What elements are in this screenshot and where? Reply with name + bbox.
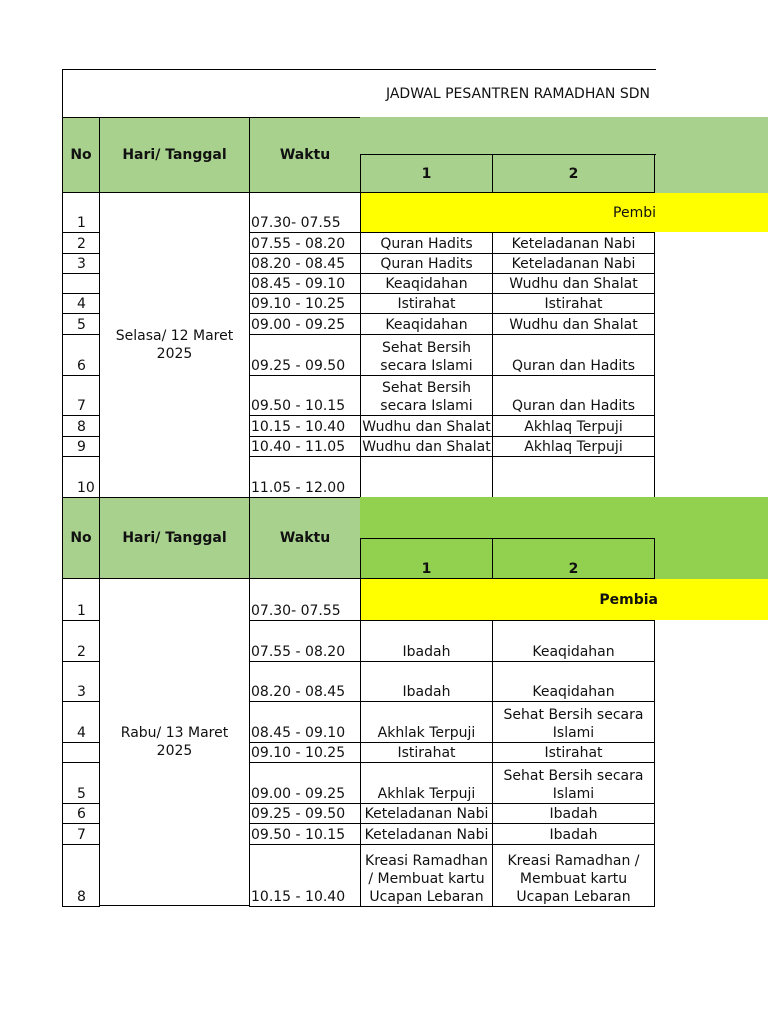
- row-no: [62, 192, 100, 233]
- row-no: [62, 375, 100, 416]
- row-col-2: [492, 253, 655, 274]
- row-no-text: 3: [77, 684, 86, 700]
- row-waktu-text: 08.20 - 08.45: [251, 256, 346, 272]
- row-col-1: [360, 375, 493, 416]
- row-col-2-text: Keaqidahan: [532, 684, 615, 700]
- row-col-2: [492, 232, 655, 254]
- row-no-text: 9: [77, 439, 86, 455]
- row-waktu-text: 10.15 - 10.40: [251, 889, 346, 905]
- row-waktu-text: 09.50 - 10.15: [251, 827, 346, 843]
- row-waktu: [249, 823, 361, 845]
- row-waktu: [249, 742, 361, 763]
- header2-no-label: No: [70, 530, 92, 546]
- row-col-2: [492, 762, 655, 804]
- row-waktu: [249, 620, 361, 662]
- row-col-2-text: Quran dan Hadits: [511, 358, 635, 374]
- row-col-2: [492, 620, 655, 662]
- row-waktu-text: 09.25 - 09.50: [251, 358, 346, 374]
- row-col-1-text: Keaqidahan: [385, 317, 468, 333]
- row-col-1: [360, 273, 493, 294]
- row-col-2-text: Keteladanan Nabi: [511, 256, 636, 272]
- row-col-2-text: Wudhu dan Shalat: [509, 276, 638, 292]
- row-waktu: [249, 762, 361, 804]
- row-col-1-text: Kreasi Ramadhan / Membuat kartu Ucapan Lebaran: [365, 853, 488, 905]
- row-waktu: [249, 253, 361, 274]
- row-waktu: [249, 192, 361, 233]
- schedule-title: JADWAL PESANTREN RAMADHAN SDN: [385, 85, 650, 102]
- header2-col-1-label: 1: [421, 561, 432, 577]
- row-no-text: 3: [77, 256, 86, 272]
- row-col-1-text: Quran Hadits: [380, 256, 473, 272]
- row-no-text: 6: [77, 358, 86, 374]
- row-waktu-text: 08.20 - 08.45: [251, 684, 346, 700]
- title-cell: [62, 69, 656, 118]
- row-waktu-text: 07.30- 07.55: [251, 603, 341, 619]
- row-col-2: [492, 823, 655, 845]
- row-col-2: [492, 803, 655, 824]
- header2-hari-label: Hari/ Tanggal: [122, 530, 227, 546]
- row-col-2: [492, 273, 655, 294]
- row-no: [62, 456, 100, 498]
- row-no-text: 8: [77, 889, 86, 905]
- row-no-text: 5: [77, 317, 86, 333]
- row-no: [62, 823, 100, 845]
- row-no-text: 7: [77, 827, 86, 843]
- row-no: [62, 803, 100, 824]
- row-no: [62, 293, 100, 314]
- row-waktu: [249, 375, 361, 416]
- row-waktu-text: 09.00 - 09.25: [251, 786, 346, 802]
- row-col-2: [492, 661, 655, 702]
- row-col-1-text: Keaqidahan: [385, 276, 468, 292]
- row-col-2-text: Wudhu dan Shalat: [509, 317, 638, 333]
- row-col-2-text: Ibadah: [549, 806, 598, 822]
- row-waktu-text: 09.10 - 10.25: [251, 745, 346, 761]
- header-col-2-label: 2: [568, 165, 579, 182]
- row-col-1: [360, 232, 493, 254]
- banner-2-text: Pembia: [599, 591, 658, 608]
- row-col-1: [360, 661, 493, 702]
- row-col-2: [492, 375, 655, 416]
- banner-2: [360, 579, 768, 620]
- row-no: [62, 273, 100, 294]
- row-waktu: [249, 232, 361, 254]
- row-col-1-text: Istirahat: [397, 296, 456, 312]
- row-no: [62, 232, 100, 254]
- row-col-2-text: Akhlaq Terpuji: [524, 419, 623, 435]
- row-waktu-text: 08.45 - 09.10: [251, 276, 346, 292]
- header-no: [62, 117, 100, 193]
- row-col-1: [360, 762, 493, 804]
- row-no-text: 5: [77, 786, 86, 802]
- row-waktu: [249, 456, 361, 498]
- header-col-1-label: 1: [421, 165, 432, 182]
- banner-1-text: Pembi: [613, 204, 656, 221]
- row-col-2: [492, 415, 655, 437]
- row-col-1: [360, 313, 493, 335]
- row-waktu: [249, 844, 361, 907]
- row-col-2-text: Akhlaq Terpuji: [524, 439, 623, 455]
- banner-1: [360, 193, 768, 232]
- row-waktu-text: 09.25 - 09.50: [251, 806, 346, 822]
- row-col-2-text: Sehat Bersih secara Islami: [503, 707, 644, 741]
- row-col-1-text: Ibadah: [402, 644, 451, 660]
- row-waktu-text: 10.40 - 11.05: [251, 439, 346, 455]
- hari-label-2: Rabu/ 13 Maret 2025: [120, 725, 229, 759]
- row-col-2: [492, 334, 655, 376]
- row-no-text: 4: [77, 725, 86, 741]
- hari-cell-1: [99, 192, 250, 498]
- row-col-1-text: Keteladanan Nabi: [364, 827, 489, 843]
- header-no-label: No: [70, 147, 92, 163]
- row-waktu: [249, 313, 361, 335]
- row-waktu: [249, 436, 361, 457]
- row-col-1: [360, 293, 493, 314]
- row-col-2: [492, 844, 655, 907]
- row-waktu-text: 09.00 - 09.25: [251, 317, 346, 333]
- row-col-1-text: Akhlak Terpuji: [377, 725, 476, 741]
- row-waktu-text: 10.15 - 10.40: [251, 419, 346, 435]
- row-no: [62, 661, 100, 702]
- row-col-1: [360, 334, 493, 376]
- row-col-1-text: Keteladanan Nabi: [364, 806, 489, 822]
- row-col-2-text: Istirahat: [544, 745, 603, 761]
- row-col-2: [492, 313, 655, 335]
- row-col-1-text: Ibadah: [402, 684, 451, 700]
- row-col-2: [492, 436, 655, 457]
- row-col-1: [360, 803, 493, 824]
- row-col-2-text: Keteladanan Nabi: [511, 236, 636, 252]
- row-col-1: [360, 823, 493, 845]
- row-col-2: [492, 742, 655, 763]
- header2-col-2: [492, 538, 655, 579]
- row-no-text: 7: [77, 398, 86, 414]
- row-waktu-text: 07.55 - 08.20: [251, 644, 346, 660]
- row-col-2-text: Istirahat: [544, 296, 603, 312]
- row-col-1: [360, 844, 493, 907]
- row-no-text: 2: [77, 236, 86, 252]
- row-col-2-text: Kreasi Ramadhan / Membuat kartu Ucapan Lebaran: [507, 853, 640, 905]
- row-no-text: 4: [77, 296, 86, 312]
- row-no: [62, 844, 100, 907]
- header-col-2: [492, 154, 655, 193]
- row-waktu-text: 09.50 - 10.15: [251, 398, 346, 414]
- row-no: [62, 313, 100, 335]
- row-no: [62, 701, 100, 743]
- row-col-1-text: Sehat Bersih secara Islami: [380, 380, 473, 414]
- header2-waktu: [249, 497, 361, 579]
- header2-hari: [99, 497, 250, 579]
- row-col-2-text: Keaqidahan: [532, 644, 615, 660]
- row-col-2: [492, 701, 655, 743]
- row-waktu: [249, 293, 361, 314]
- row-no: [62, 762, 100, 804]
- header-hari-label: Hari/ Tanggal: [122, 147, 227, 163]
- row-waktu: [249, 415, 361, 437]
- row-col-1-text: Quran Hadits: [380, 236, 473, 252]
- hari-label-1: Selasa/ 12 Maret 2025: [115, 328, 234, 362]
- row-col-1-text: Sehat Bersih secara Islami: [380, 340, 473, 374]
- row-waktu: [249, 803, 361, 824]
- row-no-text: 10: [77, 480, 95, 496]
- row-col-1: [360, 415, 493, 437]
- row-no: [62, 742, 100, 763]
- row-waktu-text: 07.30- 07.55: [251, 215, 341, 231]
- row-waktu: [249, 273, 361, 294]
- row-no-text: 1: [77, 215, 86, 231]
- row-no: [62, 620, 100, 662]
- row-col-1-text: Akhlak Terpuji: [377, 786, 476, 802]
- row-col-1: [360, 620, 493, 662]
- row-waktu-text: 09.10 - 10.25: [251, 296, 346, 312]
- row-no-text: 8: [77, 419, 86, 435]
- row-no: [62, 436, 100, 457]
- row-col-1: [360, 456, 493, 498]
- row-waktu: [249, 578, 361, 621]
- header2-no: [62, 497, 100, 579]
- row-no: [62, 253, 100, 274]
- row-waktu: [249, 661, 361, 702]
- row-col-2-text: Sehat Bersih secara Islami: [503, 768, 644, 802]
- row-col-1-text: Wudhu dan Shalat: [362, 439, 491, 455]
- row-col-2-text: Ibadah: [549, 827, 598, 843]
- header-waktu: [249, 117, 361, 193]
- row-waktu-text: 08.45 - 09.10: [251, 725, 346, 741]
- hari-cell-2: [99, 578, 250, 906]
- row-no: [62, 578, 100, 621]
- row-col-2: [492, 293, 655, 314]
- row-no-text: 1: [77, 603, 86, 619]
- row-no-text: 6: [77, 806, 86, 822]
- header-hari: [99, 117, 250, 193]
- row-waktu: [249, 334, 361, 376]
- row-col-1: [360, 701, 493, 743]
- header2-col-2-label: 2: [568, 561, 579, 577]
- row-col-1: [360, 742, 493, 763]
- row-no-text: 2: [77, 644, 86, 660]
- row-waktu-text: 11.05 - 12.00: [251, 480, 346, 496]
- row-col-1-text: Wudhu dan Shalat: [362, 419, 491, 435]
- row-col-1: [360, 436, 493, 457]
- row-col-1-text: Istirahat: [397, 745, 456, 761]
- row-no: [62, 334, 100, 376]
- header2-col-1: [360, 538, 493, 579]
- row-col-1: [360, 253, 493, 274]
- header-col-1: [360, 154, 493, 193]
- row-col-2-text: Quran dan Hadits: [511, 398, 635, 414]
- row-col-2: [492, 456, 655, 498]
- header-waktu-label: Waktu: [279, 147, 331, 163]
- row-waktu: [249, 701, 361, 743]
- row-no: [62, 415, 100, 437]
- header2-waktu-label: Waktu: [279, 530, 331, 546]
- row-waktu-text: 07.55 - 08.20: [251, 236, 346, 252]
